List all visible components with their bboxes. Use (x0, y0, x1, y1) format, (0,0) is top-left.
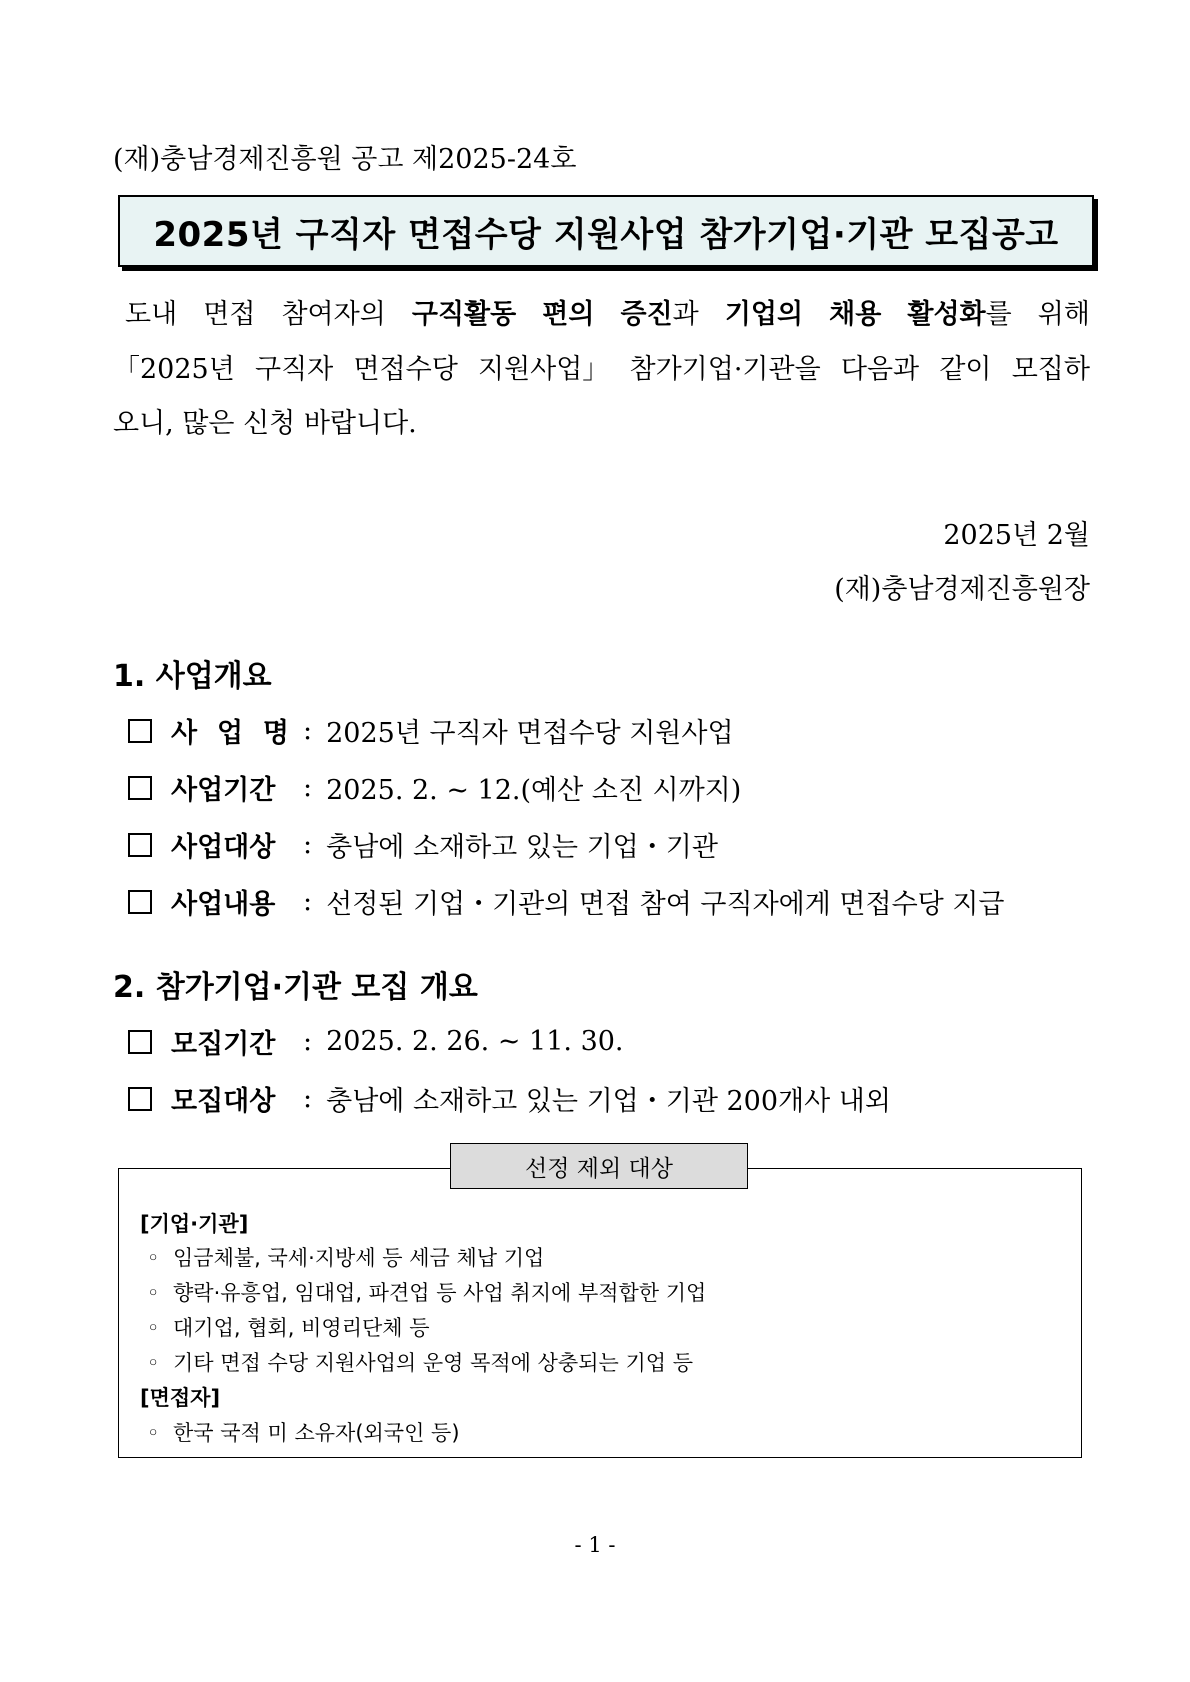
recruitment-item-period (128, 1022, 624, 1061)
intro-word: 도내 (125, 299, 178, 330)
overview-item-content (128, 882, 1005, 921)
section-heading-recruitment: 2. 참가기업·기관 모집 개요 (113, 970, 478, 1005)
colon: : (303, 829, 313, 860)
intro-line-2 (113, 347, 1090, 386)
intro-word: 참여자의 (281, 299, 386, 330)
section-heading-overview: 1. 사업개요 (113, 659, 272, 694)
exclusion-item: ◦ 향락·유흥업, 임대업, 파견업 등 사업 취지에 부적합한 기업 (147, 1281, 707, 1305)
intro-word: 같이 (939, 354, 992, 385)
exclusion-item: ◦ 기타 면접 수당 지원사업의 운영 목적에 상충되는 기업 등 (147, 1351, 693, 1375)
intro-word: 모집하 (1011, 354, 1090, 385)
overview-item-name (128, 711, 734, 750)
bullet-icon: ◦ (147, 1421, 160, 1445)
intro-word: 다음과 (840, 354, 920, 385)
intro-word: 면접수당 (353, 354, 458, 385)
item-value: 선정된 기업・기관의 면접 참여 구직자에게 면접수당 지급 (326, 889, 1005, 920)
exclusion-category-company: [기업·기관] (140, 1212, 249, 1236)
bullet-icon: ◦ (147, 1281, 160, 1305)
exclusion-item: ◦ 한국 국적 미 소유자(외국인 등) (147, 1421, 460, 1445)
item-label: 사업기간 (171, 775, 276, 806)
checkbox-square-icon (128, 1087, 152, 1111)
intro-word-bold: 채용 (829, 299, 882, 330)
intro-line-1 (113, 292, 1090, 331)
intro-word-bold: 기업의 (724, 299, 804, 330)
exclusion-item: ◦ 임금체불, 국세·지방세 등 세금 체납 기업 (147, 1246, 545, 1270)
checkbox-square-icon (128, 890, 152, 914)
intro-word: 「2025년 (113, 354, 235, 385)
item-value: 2025. 2. ~ 12.(예산 소진 시까지) (326, 775, 742, 806)
colon: : (303, 1026, 313, 1057)
item-label: 사업대상 (171, 832, 276, 863)
intro-word-bold: 편의 (542, 299, 595, 330)
intro-word: 지원사업」 (477, 354, 610, 385)
intro-word-bold: 구직활동 (411, 299, 517, 330)
page-number: - 1 - (574, 1533, 616, 1557)
exclusion-title: 선정 제외 대상 (450, 1143, 748, 1189)
notice-number: (재)충남경제진흥원 공고 제2025-24호 (113, 144, 577, 175)
colon: : (303, 1083, 313, 1114)
intro-word: 참가기업·기관을 (629, 354, 821, 385)
item-value: 충남에 소재하고 있는 기업・기관 200개사 내외 (326, 1086, 891, 1117)
overview-item-period (128, 768, 741, 807)
checkbox-square-icon (128, 776, 152, 800)
item-label: 모집기간 (171, 1029, 276, 1060)
intro-word: 위해 (1037, 299, 1090, 330)
item-label: 모집대상 (171, 1086, 276, 1117)
bullet-icon: ◦ (147, 1246, 160, 1270)
intro-line-3: 오니, 많은 신청 바랍니다. (113, 408, 417, 439)
colon: : (303, 772, 313, 803)
colon: : (303, 886, 313, 917)
item-value: 2025. 2. 26. ~ 11. 30. (326, 1026, 624, 1057)
checkbox-square-icon (128, 719, 152, 743)
notice-date: 2025년 2월 (943, 520, 1090, 551)
intro-word: 증진과 (620, 299, 699, 330)
item-value: 충남에 소재하고 있는 기업・기관 (326, 832, 718, 863)
checkbox-square-icon (128, 1030, 152, 1054)
exclusion-category-interviewee: [면접자] (140, 1386, 221, 1410)
item-label: 사업내용 (171, 889, 276, 920)
intro-word: 활성화를 (907, 299, 1012, 330)
colon: : (303, 715, 313, 746)
exclusion-item: ◦ 대기업, 협회, 비영리단체 등 (147, 1316, 430, 1340)
item-value: 2025년 구직자 면접수당 지원사업 (326, 718, 734, 749)
intro-word: 구직자 (255, 354, 334, 385)
issuer: (재)충남경제진흥원장 (834, 574, 1090, 605)
document-title: 2025년 구직자 면접수당 지원사업 참가기업·기관 모집공고 (153, 214, 1059, 255)
checkbox-square-icon (128, 833, 152, 857)
overview-item-target (128, 825, 718, 864)
bullet-icon: ◦ (147, 1351, 160, 1375)
recruitment-item-target (128, 1079, 891, 1118)
title-box (118, 195, 1094, 267)
bullet-icon: ◦ (147, 1316, 160, 1340)
item-label: 사 업 명 (171, 718, 289, 749)
intro-word: 면접 (203, 299, 256, 330)
